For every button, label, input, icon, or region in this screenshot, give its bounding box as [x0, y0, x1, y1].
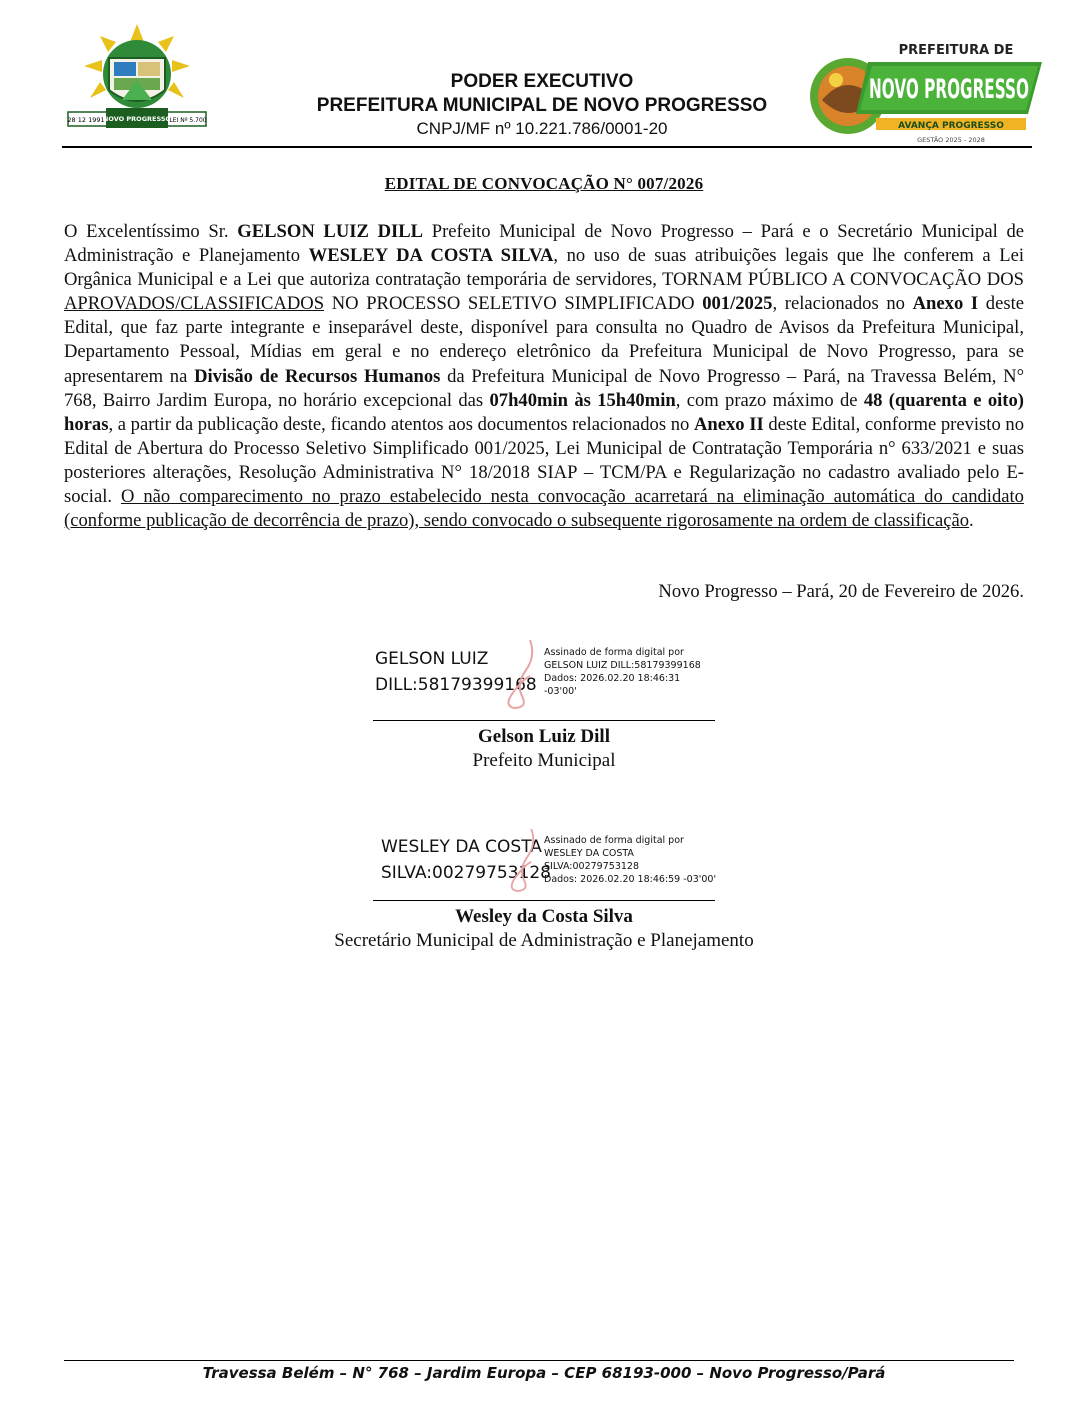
header-divider [62, 146, 1032, 148]
mayor-name-caps: GELSON LUIZ DILL [237, 221, 424, 242]
annex-1: Anexo I [912, 293, 979, 315]
annex-2: Anexo II [693, 413, 764, 435]
header-line-executive: PODER EXECUTIVO [450, 71, 634, 92]
body-text-11: . [969, 510, 974, 532]
signature-2-role: Secretário Municipal de Administração e Planejamento [334, 930, 754, 951]
body-text-7: da Prefeitura Municipal de Novo Progresso – Pará, na Travessa Belém, N° 768, Bairro Jardim Europa, no horário excepcional das [64, 365, 1024, 411]
body-text-3: , no uso de suas atribuições legais que lhe conferem a Lei Orgânica Municipal e a Lei que autoriza contratação temporária de servidores, TORNAM PÚBLICO A CONVOCAÇÃO DOS [64, 245, 1025, 291]
crest-banner-right: LEI Nº 5.700 [169, 117, 207, 124]
signature-2-big-line1: WESLEY DA COSTA [381, 837, 542, 857]
process-number: 001/2025 [702, 293, 773, 315]
signature-2-big-line2: SILVA:00279753128 [381, 863, 551, 883]
logo-years-text: GESTÃO 2025 - 2028 [917, 136, 985, 144]
body-text-2: Prefeito Municipal de Novo Progresso – Pará e o Secretário Municipal de Administração e Planejamento [64, 221, 1024, 267]
signature-1-detail-3: Dados: 2026.02.20 18:46:31 [544, 673, 681, 684]
office-hours: 07h40min às 15h40min [489, 389, 676, 411]
logo-top-text: PREFEITURA DE [898, 43, 1014, 58]
signature-1-detail-1: Assinado de forma digital por [544, 647, 684, 658]
logo-main-text: NOVO PROGRESSO [869, 74, 1029, 105]
municipal-crest-icon [62, 20, 212, 132]
crest-banner-center: NOVO PROGRESSO [102, 115, 172, 123]
document-body [64, 220, 1024, 533]
body-text-8: , com prazo máximo de [675, 389, 864, 411]
crest-banner-left: 28 12 1991 [67, 116, 105, 124]
signature-1-name: Gelson Luiz Dill [478, 726, 610, 747]
signature-1-role: Prefeito Municipal [472, 750, 616, 771]
signature-1-big-line1: GELSON LUIZ [375, 649, 489, 669]
signature-1-detail-4: -03'00' [544, 686, 577, 697]
signature-1-detail-2: GELSON LUIZ DILL:58179399168 [544, 660, 701, 671]
logo-tag-text: AVANÇA PROGRESSO [898, 121, 1004, 131]
hr-division: Divisão de Recursos Humanos [194, 365, 441, 387]
non-attendance-warning: O não comparecimento no prazo estabelecido nesta convocação acarretará na eliminação automática do candidato (conforme publicação de decorrência de prazo), sendo convocado o subsequente rigorosamente na ordem de classificação [64, 486, 1024, 532]
signature-2-detail-4: Dados: 2026.02.20 18:46:59 -03'00' [544, 874, 717, 885]
header-line-cnpj: CNPJ/MF nº 10.221.786/0001-20 [416, 119, 668, 138]
signature-1-details [544, 646, 701, 698]
secretary-name-caps: WESLEY DA COSTA SILVA [308, 245, 554, 267]
footer-address: Travessa Belém – N° 768 – Jardim Europa – CEP 68193-000 – Novo Progresso/Pará [202, 1364, 886, 1382]
date-line: Novo Progresso – Pará, 20 de Fevereiro de 2026. [658, 581, 1024, 602]
deadline: 48 (quarenta e oito) horas [64, 389, 1024, 435]
digital-signature-mark-icon [500, 636, 544, 712]
document-title: EDITAL DE CONVOCAÇÃO N° 007/2026 [384, 174, 704, 193]
body-text-10: deste Edital, conforme previsto no Edital de Abertura do Processo Seletivo Simplificado 001/2025, Lei Municipal de Contratação Temporária n° 633/2021 e suas posteriores alterações, Resolução Administrativa N° 18/2018 SIAP – TCM/PA e Regularização no cadastro avaliado pelo E-social. [64, 413, 1024, 508]
body-text-4: NO PROCESSO SELETIVO SIMPLIFICADO [324, 293, 703, 315]
body-text-5: , relacionados no [772, 293, 913, 315]
body-text-9: , a partir da publicação deste, ficando atentos aos documentos relacionados no [108, 413, 694, 435]
signature-2-detail-3: SILVA:00279753128 [544, 861, 639, 872]
header-line-prefeitura: PREFEITURA MUNICIPAL DE NOVO PROGRESSO [316, 95, 768, 116]
novo-progresso-logo-icon [806, 40, 1042, 152]
footer-divider [64, 1360, 1014, 1361]
signature-2-detail-1: Assinado de forma digital por [544, 835, 684, 846]
header-text-block [242, 70, 842, 140]
signature-1-big-line2: DILL:58179399168 [375, 675, 537, 695]
approved-classified: APROVADOS/CLASSIFICADOS [64, 293, 325, 315]
signature-1-line [373, 720, 715, 721]
digital-signature-mark-icon [504, 824, 544, 896]
signature-2-detail-2: WESLEY DA COSTA [544, 848, 634, 859]
page-header [62, 18, 1032, 150]
body-text-6: deste Edital, que faz parte integrante e inseparável deste, disponível para consulta no Quadro de Avisos da Prefeitura Municipal, Departamento Pessoal, Mídias em geral e no endereço eletrônico da Prefeitura Municipal de Novo Progresso, para se apresentarem na [64, 293, 1024, 387]
body-text-1: O Excelentíssimo Sr. [64, 221, 238, 242]
signature-2-details [544, 834, 716, 886]
signature-2-name: Wesley da Costa Silva [455, 906, 633, 927]
signature-2-line [373, 900, 715, 901]
